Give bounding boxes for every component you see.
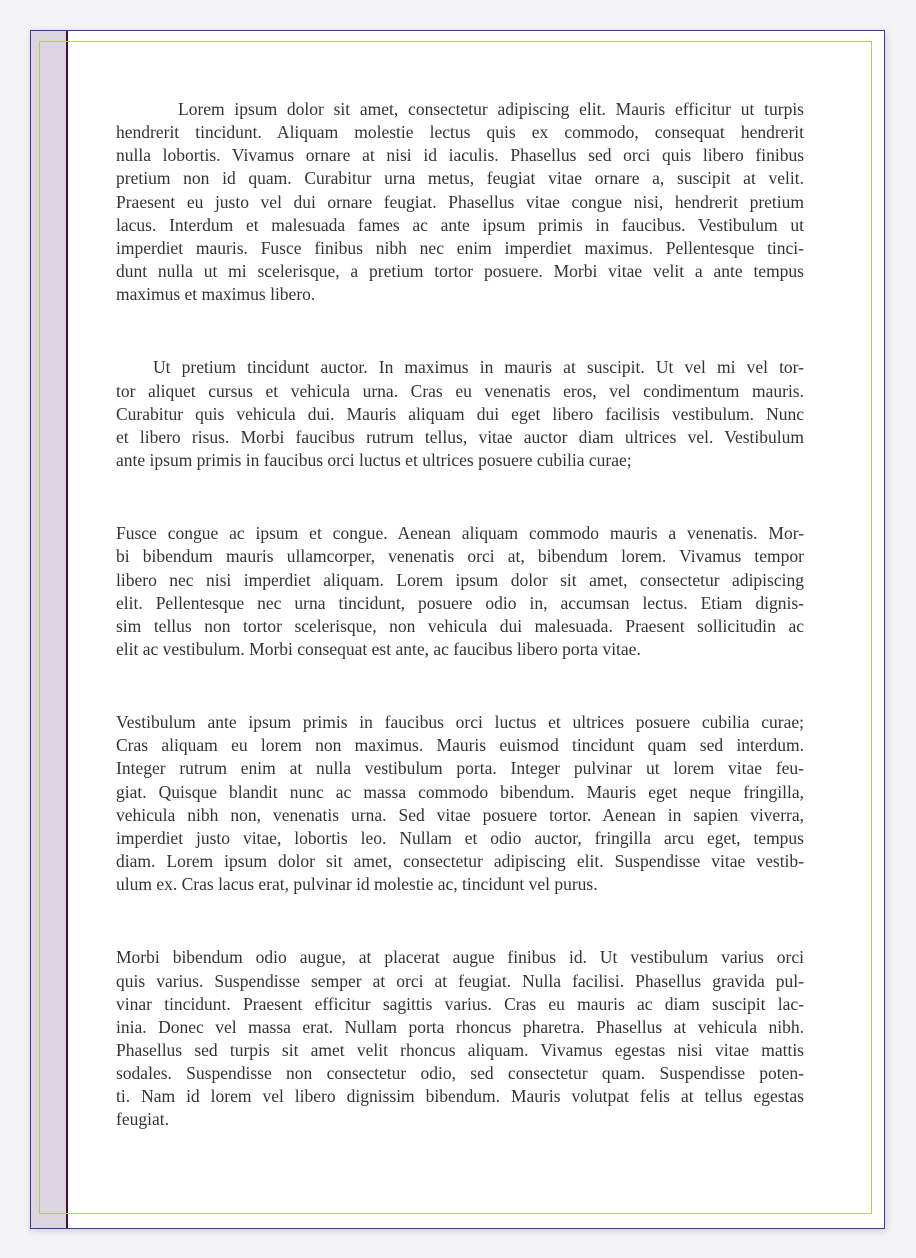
text-line: feugiat. [116, 1109, 169, 1130]
paragraph [116, 356, 804, 472]
document-page[interactable] [30, 30, 885, 1229]
text-line: Phasellus sed turpis sit amet velit rhoncus aliquam. Vivamus egestas nisi vitae mattis [116, 1040, 804, 1060]
text-line: Vestibulum ante ipsum primis in faucibus orci luctus et ultrices posuere cubilia curae; [116, 712, 804, 733]
text-line: Praesent eu justo vel dui ornare feugiat. Phasellus vitae congue nisi, hendrerit pretium [116, 191, 804, 212]
text-line: Morbi bibendum odio augue, at placerat augue finibus id. Ut vestibulum varius orci [116, 947, 804, 968]
text-line: ante ipsum primis in faucibus orci luctus et ultrices posuere cubilia curae; [116, 450, 632, 471]
text-line: tor aliquet cursus et vehicula urna. Cras eu venenatis eros, vel condimentum mauris. [116, 380, 804, 401]
text-line: libero nec nisi imperdiet aliquam. Lorem ipsum dolor sit amet, consectetur adipiscing [116, 569, 804, 590]
text-line: imperdiet justo vitae, lobortis leo. Nullam et odio auctor, fringilla arcu eget, tempus [116, 827, 804, 848]
text-line: Curabitur quis vehicula dui. Mauris aliquam dui eget libero facilisis vestibulum. Nunc [116, 403, 804, 424]
text-line: pretium non id quam. Curabitur urna metus, feugiat vitae ornare a, suscipit at velit. [116, 168, 804, 189]
paragraph [116, 98, 804, 306]
text-line: sim tellus non tortor scelerisque, non vehicula dui malesuada. Praesent sollicitudin ac [116, 615, 804, 636]
text-line: bi bibendum mauris ullamcorper, venenatis orci at, bibendum lorem. Vivamus tempor [116, 546, 804, 567]
text-line: elit ac vestibulum. Morbi consequat est ante, ac faucibus libero porta vitae. [116, 638, 641, 659]
text-line: dunt nulla ut mi scelerisque, a pretium tortor posuere. Morbi vitae velit a ante tempus [116, 261, 804, 282]
text-line: vinar tincidunt. Praesent efficitur sagittis varius. Cras eu mauris ac diam suscipit lac- [116, 993, 804, 1014]
text-line: quis varius. Suspendisse semper at orci at feugiat. Nulla facilisi. Phasellus gravida pul- [116, 970, 804, 991]
text-line: Cras aliquam eu lorem non maximus. Mauris euismod tincidunt quam sed interdum. [116, 735, 804, 756]
text-line: et libero risus. Morbi faucibus rutrum tellus, vitae auctor diam ultrices vel. Vestibulum [116, 426, 804, 447]
text-line: giat. Quisque blandit nunc ac massa commodo bibendum. Mauris eget neque fringilla, [116, 781, 804, 802]
paragraph [116, 522, 804, 661]
text-line: inia. Donec vel massa erat. Nullam porta rhoncus pharetra. Phasellus at vehicula nibh. [116, 1016, 804, 1037]
text-line: elit. Pellentesque nec urna tincidunt, posuere odio in, accumsan lectus. Etiam dignis- [116, 592, 804, 613]
text-line: ti. Nam id lorem vel libero dignissim bibendum. Mauris volutpat felis at tellus egestas [116, 1086, 804, 1107]
text-block [116, 98, 804, 1132]
paragraph [116, 946, 804, 1131]
text-line: Integer rutrum enim at nulla vestibulum porta. Integer pulvinar ut lorem vitae feu- [116, 758, 804, 779]
paragraph [116, 711, 804, 896]
text-line: Lorem ipsum dolor sit amet, consectetur adipiscing elit. Mauris efficitur ut turpis [178, 99, 804, 119]
text-line: Ut pretium tincidunt auctor. In maximus in mauris at suscipit. Ut vel mi vel tor- [153, 357, 804, 378]
text-line: diam. Lorem ipsum dolor sit amet, consectetur adipiscing elit. Suspendisse vitae vestib- [116, 851, 804, 872]
text-line: maximus et maximus libero. [116, 284, 316, 305]
text-line: ulum ex. Cras lacus erat, pulvinar id molestie ac, tincidunt vel purus. [116, 874, 598, 895]
text-line: vehicula nibh non, venenatis urna. Sed vitae posuere tortor. Aenean in sapien viverra, [116, 804, 804, 825]
text-line: imperdiet mauris. Fusce finibus nibh nec enim imperdiet maximus. Pellentesque tinci- [116, 237, 804, 258]
text-line: Fusce congue ac ipsum et congue. Aenean aliquam commodo mauris a venenatis. Mor- [116, 523, 804, 544]
text-line: nulla lobortis. Vivamus ornare at nisi id iaculis. Phasellus sed orci quis libero finibus [116, 145, 804, 166]
text-line: lacus. Interdum et malesuada fames ac ante ipsum primis in faucibus. Vestibulum ut [116, 214, 804, 235]
text-line: sodales. Suspendisse non consectetur odio, sed consectetur quam. Suspendisse poten- [116, 1063, 804, 1084]
text-line: hendrerit tincidunt. Aliquam molestie lectus quis ex commodo, consequat hendrerit [116, 122, 804, 143]
